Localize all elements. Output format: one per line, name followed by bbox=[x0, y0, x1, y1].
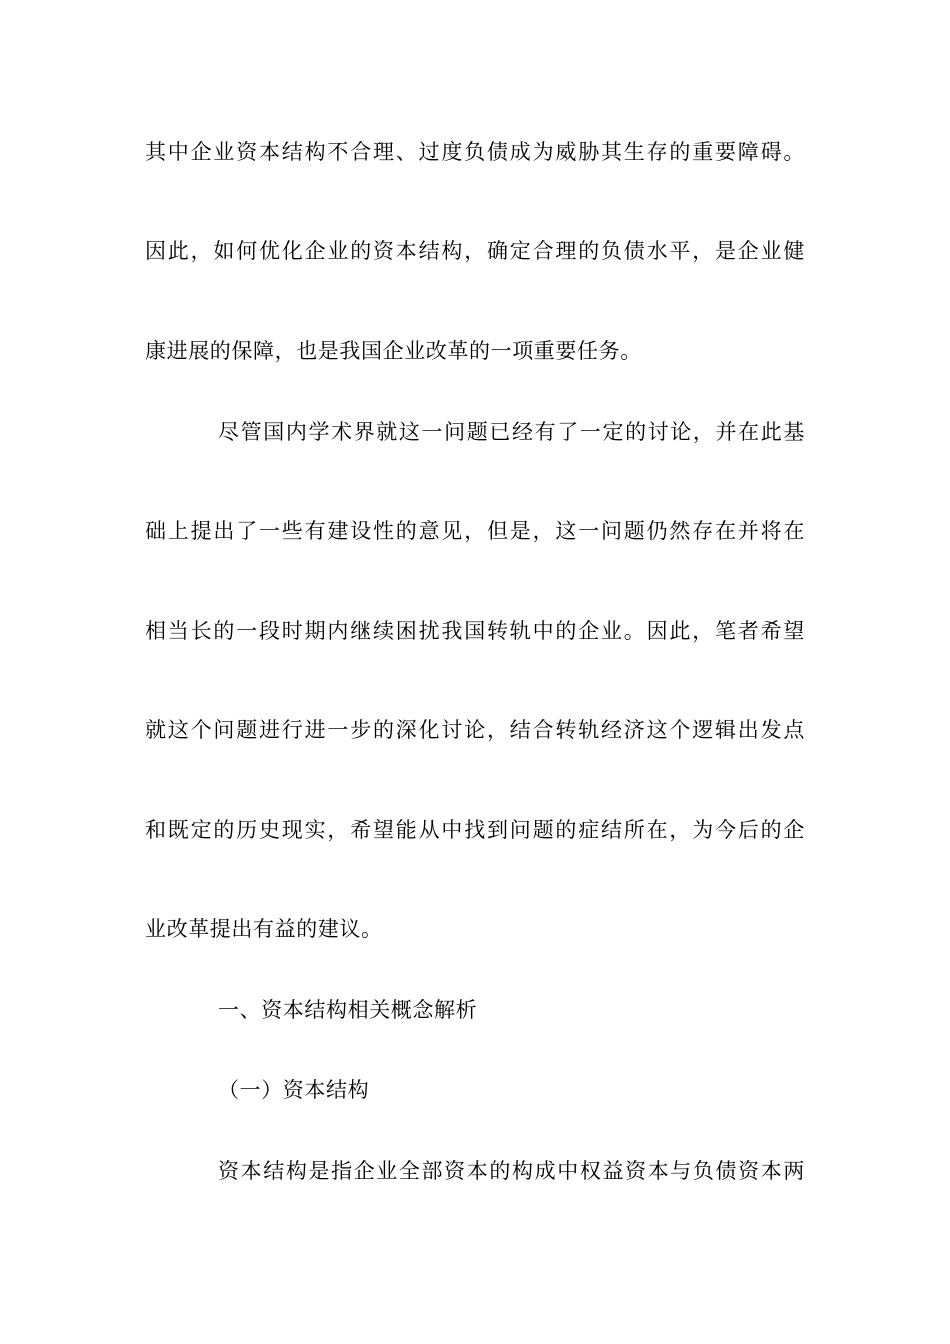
paragraph-line: 相当长的一段时期内继续困扰我国转轨中的企业。因此，笔者希望 bbox=[145, 619, 805, 643]
paragraph-line: 资本结构是指企业全部资本的构成中权益资本与负债资本两 bbox=[218, 1159, 805, 1183]
paragraph-line: 业改革提出有益的建议。 bbox=[145, 917, 383, 941]
paragraph-line: 就这个问题进行进一步的深化讨论，结合转轨经济这个逻辑出发点 bbox=[145, 718, 805, 742]
paragraph-line: 康进展的保障，也是我国企业改革的一项重要任务。 bbox=[145, 339, 642, 363]
paragraph-line: 因此，如何优化企业的资本结构，确定合理的负债水平，是企业健 bbox=[145, 239, 805, 263]
section-heading: 一、资本结构相关概念解析 bbox=[218, 998, 478, 1022]
paragraph-line: 和既定的历史现实，希望能从中找到问题的症结所在，为今后的企 bbox=[145, 818, 805, 842]
paragraph-line: 础上提出了一些有建设性的意见，但是，这一问题仍然存在并将在 bbox=[145, 519, 805, 543]
subsection-heading: （一）资本结构 bbox=[218, 1078, 370, 1102]
paragraph-line: 尽管国内学术界就这一问题已经有了一定的讨论，并在此基 bbox=[218, 420, 805, 444]
paragraph-line: 其中企业资本结构不合理、过度负债成为威胁其生存的重要障碍。 bbox=[145, 140, 805, 164]
